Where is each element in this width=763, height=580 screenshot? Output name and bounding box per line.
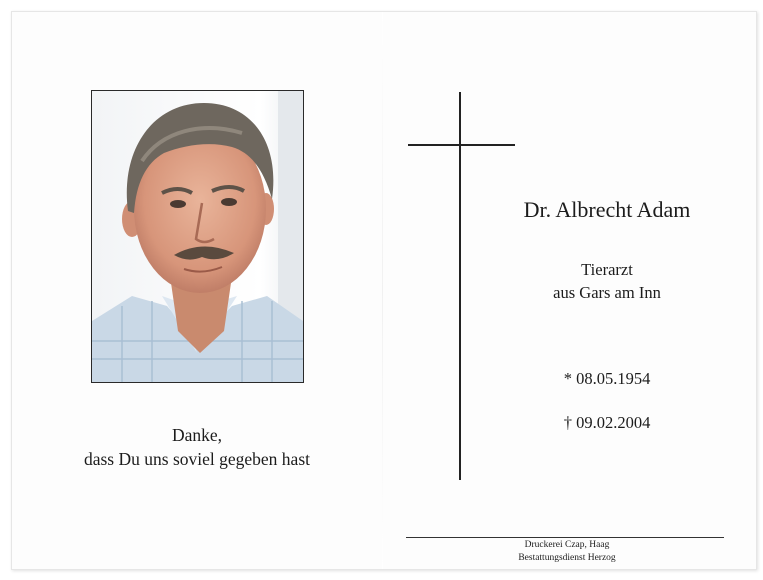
thanks-line-1: Danke, — [171, 425, 223, 445]
cross-vertical-bar — [459, 92, 461, 480]
profession: Tierarzt — [581, 260, 633, 279]
deceased-name: Dr. Albrecht Adam — [523, 197, 691, 222]
thanks-message — [32, 423, 362, 471]
death-date: † 09.02.2004 — [563, 413, 651, 432]
printer-line-1: Druckerei Czap, Haag — [524, 540, 610, 550]
portrait-photo — [91, 90, 304, 383]
printer-line-2: Bestattungsdienst Herzog — [518, 553, 616, 563]
birth-date: * 08.05.1954 — [563, 369, 651, 388]
printer-credit — [482, 539, 652, 565]
card-fold — [382, 12, 383, 569]
profession-block — [482, 258, 732, 304]
thanks-line-2: dass Du uns soviel gegeben hast — [83, 449, 310, 469]
memorial-card — [11, 11, 757, 570]
hometown: aus Gars am Inn — [553, 283, 661, 302]
cross-horizontal-bar — [408, 144, 515, 146]
footer-divider — [406, 537, 724, 538]
